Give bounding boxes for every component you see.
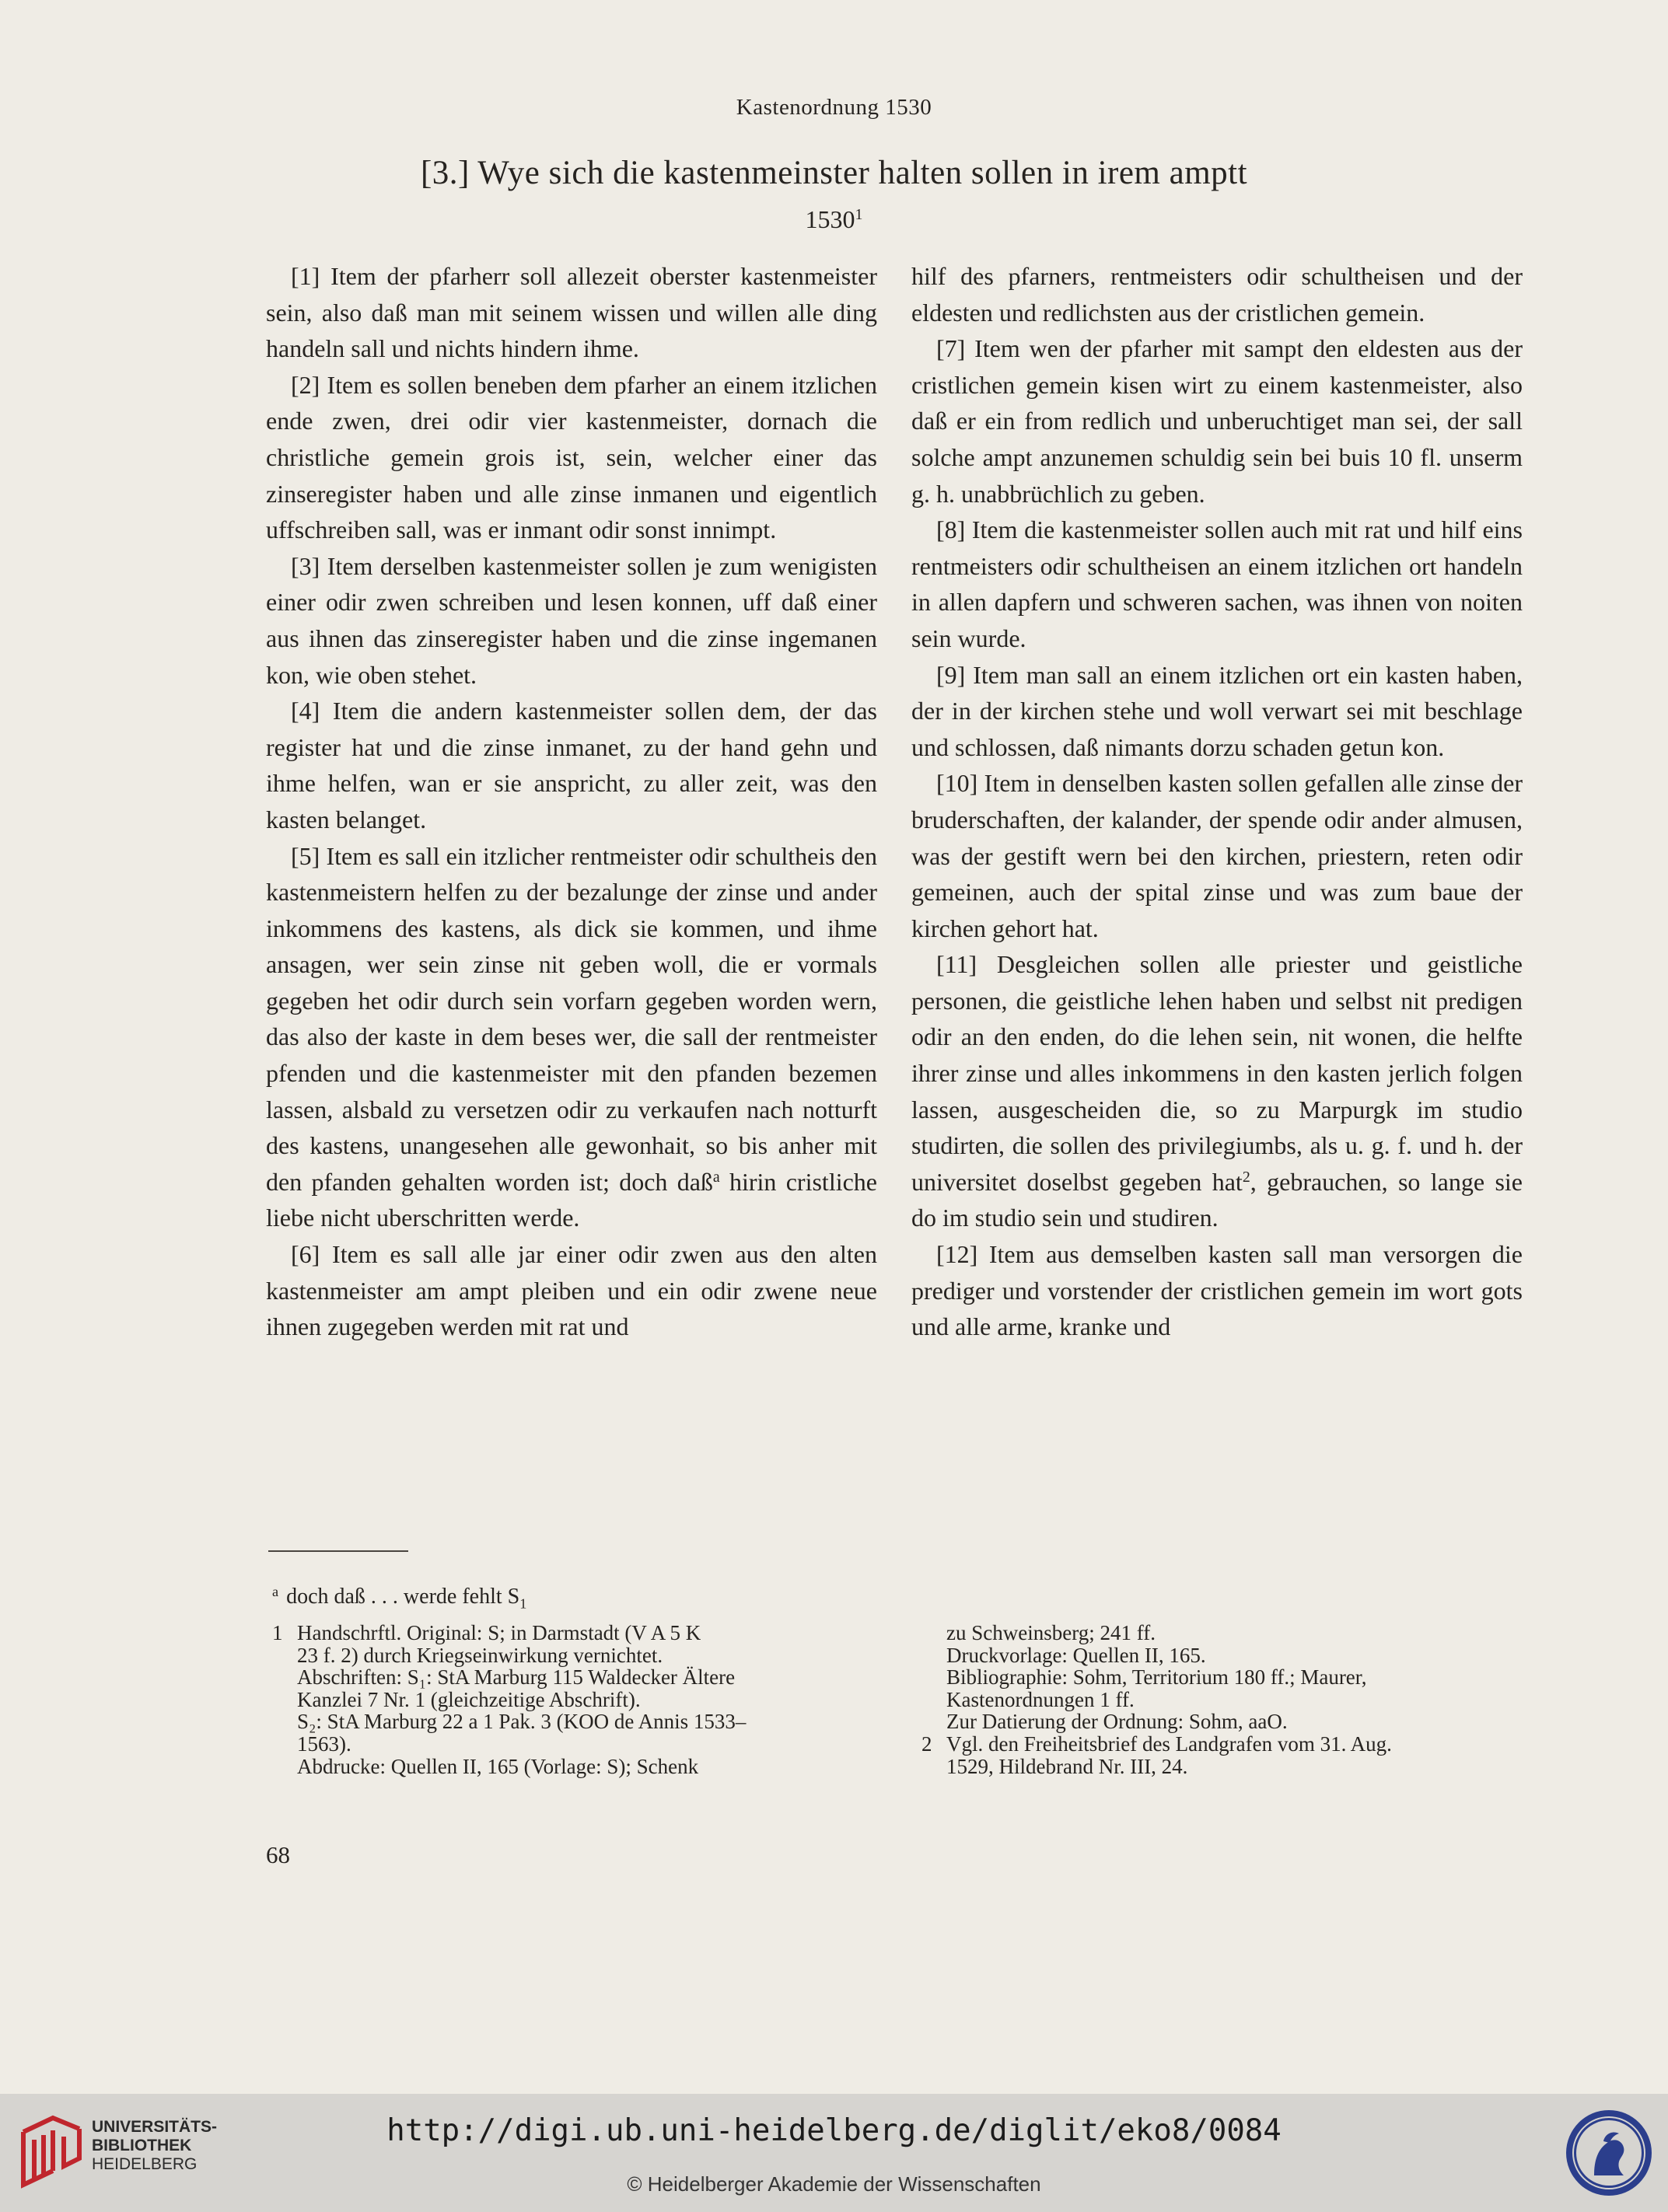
permalink-url[interactable]: http://digi.ub.uni-heidelberg.de/diglit/eko8/0084 <box>386 2113 1282 2148</box>
paragraph-6-continued: hilf des pfarners, rentmeisters odir schultheisen und der eldesten und redlichsten aus der cristlichen gemein. <box>911 262 1523 327</box>
footnote-a-mark: a <box>272 1584 279 1599</box>
footnote-line: 1563). <box>297 1732 351 1756</box>
paragraph-2: [2] Item es sollen beneben dem pfarher an einem itzlichen ende zwen, drei odir vier kastenmeister, dornach die christliche gemein grois ist, sein, welcher einer das zinseregister haben und alle zinse inmanen und eigentlich uffschreiben sall, was er inmant odir sonst innimpt. <box>266 370 877 544</box>
paragraph-9: [9] Item man sall an einem itzlichen ort ein kasten haben, der in der kirchen stehe und woll verwart sei mit beschlage und schlossen, daß nimants dorzu schaden getun kon. <box>911 660 1523 761</box>
running-head: Kastenordnung 1530 <box>736 95 932 120</box>
footnote-line <box>921 1733 1528 1756</box>
paragraph-11-text-before: [11] Desgleichen sollen alle priester und geistliche personen, die geistliche lehen haben und selbst nit predigen odir an den enden, do die lehen sein, nit wonen, die helfte ihrer zinse und alles inkommens in den kasten jerlich folgen lassen, ausgescheiden die, so zu Marpurgk im studio studirten, die sollen des privilegiumbs, als u. g. f. und h. der universitet doselbst gegeben hat <box>911 950 1523 1196</box>
paragraph-12: [12] Item aus demselben kasten sall man versorgen die prediger und vorstender der cristlichen gemein im wort gots und alle arme, kranke und <box>911 1240 1523 1341</box>
paragraph-5-text-before: [5] Item es sall ein itzlicher rentmeister odir schultheis den kastenmeistern helfen zu der bezalunge der zinse und ander inkommens des kastens, als dick sie kommen, und ihme ansagen, wer sein zinse nit geben woll, die er vormals gegeben het odir durch sein vorfarn gegeben worden wern, das also der kaste in dem beses wer, die sall der rentmeister pfenden und die kastenmeister mit den pfanden bezemen lassen, alsbald zu versetzen odir zu verkaufen nach notturft des kastens, unangesehen alle gewonhait, so bis anher mit den pfanden gehalten worden ist; doch daß <box>266 841 877 1196</box>
academy-seal-icon <box>1563 2107 1655 2199</box>
date-text: 1530 <box>805 205 855 233</box>
footnote-line: Abschriften: S₁: StA Marburg 115 Waldecker Ältere <box>297 1665 736 1690</box>
paragraph-7: [7] Item wen der pfarher mit sampt den eldesten aus der cristlichen gemein kisen wirt zu einem kastenmeister, also daß er ein from redlich und unberuchtiget man sei, der sall solche ampt anzunemen schuldig sein bei buis 10 fl. unserm g. h. unabbrüchlich zu geben. <box>911 334 1523 508</box>
paragraph-11-text-after: , gebrauchen, so lange sie do im studio sein und studiren. <box>911 1167 1523 1232</box>
footnote-line: 23 f. 2) durch Kriegseinwirkung vernichtet. <box>297 1643 663 1667</box>
footnote-line: Bibliographie: Sohm, Territorium 180 ff.; Maurer, <box>946 1665 1367 1690</box>
paragraph-4: [4] Item die andern kastenmeister sollen dem, der das register hat und die zinse inmanet, zu der hand gehn und ihme helfen, wan er sie anspricht, zu aller zeit, was den kasten belanget. <box>266 697 877 833</box>
footnote-number: 1 <box>272 1621 283 1644</box>
footnote-divider <box>268 1550 408 1552</box>
footnote-line: Abdrucke: Quellen II, 165 (Vorlage: S); Schenk <box>297 1754 699 1778</box>
footnote-a-text: doch daß . . . werde fehlt S <box>286 1585 520 1609</box>
paragraph-1: [1] Item der pfarherr soll allezeit oberster kastenmeister sein, also daß man mit seinem wissen und willen alle ding handeln sall und nichts hindern ihme. <box>266 262 877 363</box>
paragraph-11 <box>911 946 1523 1236</box>
document-title: [3.] Wye sich die kastenmeinster halten sollen in irem amptt <box>420 155 1248 191</box>
footnote-line: 1529, Hildebrand Nr. III, 24. <box>946 1754 1188 1778</box>
footnote-ref-a: a <box>712 1168 720 1186</box>
textual-footnote-a <box>272 1578 817 1617</box>
paragraph-6: [6] Item es sall alle jar einer odir zwen aus den alten kastenmeister am ampt pleiben und ein odir zwene neue ihnen zugegeben werden mit rat und <box>266 1240 877 1341</box>
footnote-line: Kanzlei 7 Nr. 1 (gleichzeitige Abschrift). <box>297 1687 641 1711</box>
footnote-line: zu Schweinsberg; 241 ff. <box>946 1621 1156 1644</box>
footnote-a-sub: 1 <box>519 1595 527 1612</box>
left-text-column <box>266 258 877 1345</box>
paragraph-8: [8] Item die kastenmeister sollen auch mit rat und hilf eins rentmeisters odir schultheisen an einem itzlichen ort handeln in allen dapfern und schweren sachen, was ihnen von noiten sein wurde. <box>911 515 1523 652</box>
paragraph-5 <box>266 838 877 1237</box>
footnote-line: Kastenordnungen 1 ff. <box>946 1687 1135 1711</box>
footnote-line <box>272 1622 879 1644</box>
copyright-notice: © Heidelberger Akademie der Wissenschaften <box>627 2172 1041 2196</box>
footnote-number: 2 <box>921 1732 932 1756</box>
footnote-line: Zur Datierung der Ordnung: Sohm, aaO. <box>946 1710 1288 1734</box>
footnote-line-text: Vgl. den Freiheitsbrief des Landgrafen vom 31. Aug. <box>946 1732 1392 1756</box>
footnote-ref-1: 1 <box>855 206 863 224</box>
logo-line-2: BIBLIOTHEK <box>92 2137 192 2154</box>
right-text-column <box>911 258 1523 1345</box>
document-date <box>0 205 1668 234</box>
footnote-line: Druckvorlage: Quellen II, 165. <box>946 1643 1206 1667</box>
footnote-ref-2: 2 <box>1242 1168 1250 1186</box>
logo-line-1: UNIVERSITÄTS- <box>92 2118 218 2136</box>
footnotes-left <box>272 1622 879 1777</box>
footnote-line-text: Handschrftl. Original: S; in Darmstadt (V A 5 K <box>297 1621 701 1644</box>
footnote-line: S₂: StA Marburg 22 a 1 Pak. 3 (KOO de Annis 1533– <box>297 1710 747 1734</box>
page-number: 68 <box>266 1841 290 1868</box>
logo-line-3: HEIDELBERG <box>92 2155 198 2173</box>
paragraph-3: [3] Item derselben kastenmeister sollen je zum wenigisten einer odir zwen schreiben und lesen konnen, uff daß einer aus ihnen das zinseregister haben und die zinse ingemanen kon, wie oben stehet. <box>266 551 877 689</box>
paragraph-5-text-after: hirin cristliche liebe nicht uberschritten werde. <box>266 1167 877 1232</box>
footnotes-right <box>921 1622 1528 1777</box>
paragraph-10: [10] Item in denselben kasten sollen gefallen alle zinse der bruderschaften, der kalander, der spende odir ander almusen, was der gestift wern bei den kirchen, priestern, reten odir gemeinen, auch der spital zinse und was zum baue der kirchen gehort hat. <box>911 769 1523 942</box>
